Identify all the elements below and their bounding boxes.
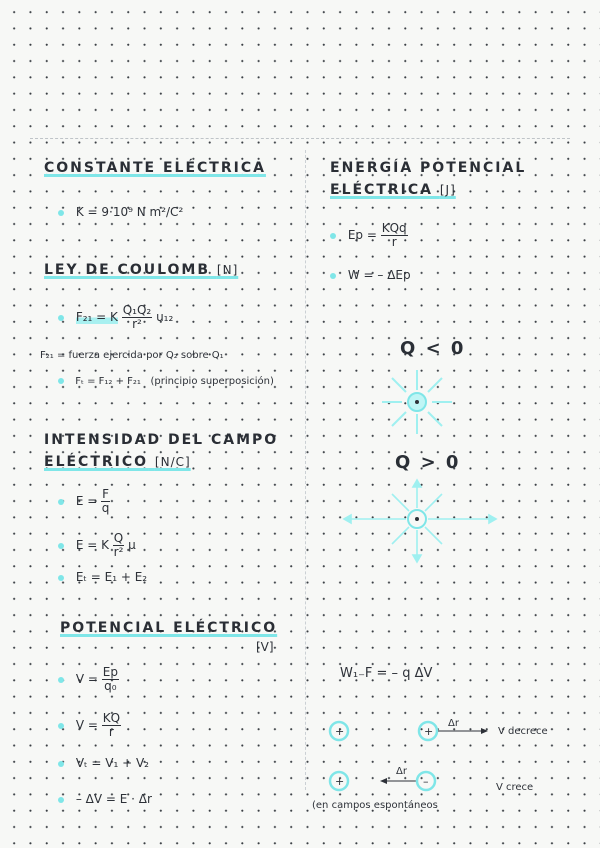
potencial-v2-fraction bbox=[102, 712, 121, 739]
campo-title-line2-text: ELÉCTRICO bbox=[44, 454, 149, 470]
campo-formula-1 bbox=[58, 488, 110, 515]
charges-crece-diagram bbox=[324, 766, 444, 796]
campo-e2-tail: μ bbox=[128, 538, 136, 552]
potencial-v1-den: q₀ bbox=[104, 679, 117, 693]
potencial-v2-lhs: V = bbox=[75, 718, 98, 732]
coulomb-title bbox=[44, 262, 238, 278]
row2-note: V crece bbox=[496, 782, 534, 793]
energia-unit: [J] bbox=[439, 183, 456, 197]
energia-ep-fraction bbox=[381, 222, 408, 249]
coulomb-f21-lhs: F₂₁ = K bbox=[75, 310, 118, 324]
campo-e2-den: r² bbox=[113, 545, 124, 559]
potencial-formula-4 bbox=[58, 792, 152, 806]
negative-charge-field-diagram bbox=[372, 362, 462, 442]
potencial-title: POTENCIAL ELÉCTRICO bbox=[60, 620, 278, 636]
campo-title-line1: INTENSIDAD DEL CAMPO bbox=[44, 432, 279, 448]
potencial-v4: – ΔV = E · Δr bbox=[75, 792, 152, 806]
row1-note: V decrece bbox=[498, 726, 548, 737]
campo-e2-num: Q bbox=[113, 531, 124, 545]
coulomb-f21-den: r² bbox=[132, 317, 142, 331]
row2-dr: Δr bbox=[396, 766, 407, 777]
potencial-formula-1 bbox=[58, 666, 119, 693]
potencial-unit: [V] bbox=[256, 640, 274, 654]
campo-e3: Eₜ = E₁ + E₂ bbox=[75, 570, 148, 584]
campo-e1-num: F bbox=[102, 487, 110, 501]
campo-formula-2 bbox=[58, 532, 136, 559]
coulomb-title-text: LEY DE COULOMB bbox=[44, 262, 211, 278]
energia-w: W = – ΔEp bbox=[347, 268, 411, 282]
negative-charge-label: Q < 0 bbox=[400, 338, 466, 359]
constante-formula-text: K = 9·10⁹ N m²/C² bbox=[75, 205, 184, 219]
energia-ep-lhs: Ep = bbox=[347, 228, 377, 242]
potencial-v1-fraction bbox=[102, 666, 119, 693]
potencial-v1-num: Ep bbox=[102, 665, 118, 679]
campo-e2-lhs: E = K bbox=[75, 538, 109, 552]
energia-ep-den: r bbox=[391, 235, 397, 249]
energia-ep-num: KQq bbox=[381, 221, 407, 235]
potencial-v3: Vₜ = V₁ + V₂ bbox=[75, 756, 149, 770]
constante-title: CONSTANTE ELÉCTRICA bbox=[44, 160, 266, 176]
svg-text:+: + bbox=[335, 775, 345, 788]
coulomb-superposition bbox=[58, 376, 274, 387]
potencial-formula-2 bbox=[58, 712, 121, 739]
coulomb-f21-num: Q₁Q₂ bbox=[122, 303, 152, 317]
svg-text:+: + bbox=[424, 725, 434, 738]
energia-title-line2 bbox=[330, 182, 456, 198]
coulomb-note: F₂₁ = fuerza ejercida por Q₂ sobre Q₁ bbox=[40, 350, 224, 361]
coulomb-f21-tail: u₁₂ bbox=[156, 310, 174, 324]
coulomb-ft: Fₜ = F₁₂ + F₂₁ bbox=[75, 376, 141, 387]
positive-charge-field-diagram bbox=[340, 478, 500, 568]
potencial-v2-num: KQ bbox=[102, 711, 121, 725]
energia-title-line1: ENERGÍA POTENCIAL bbox=[330, 160, 527, 176]
energia-formula-w bbox=[330, 268, 411, 282]
potencial-v1-lhs: V = bbox=[75, 672, 98, 686]
charges-decrece-diagram bbox=[324, 716, 494, 746]
campo-unit: [N/C] bbox=[154, 455, 191, 469]
constante-formula bbox=[58, 205, 183, 219]
campo-e1-lhs: E = bbox=[75, 494, 98, 508]
column-divider bbox=[305, 150, 306, 790]
energia-title-line2-text: ELÉCTRICA bbox=[330, 182, 433, 198]
campo-e1-den: q bbox=[101, 501, 110, 515]
campo-formula-3 bbox=[58, 570, 147, 584]
coulomb-fraction bbox=[122, 304, 153, 331]
positive-charge-label: Q > 0 bbox=[395, 452, 461, 473]
coulomb-formula bbox=[58, 304, 173, 331]
coulomb-unit: [N] bbox=[216, 263, 239, 277]
campo-title-line2 bbox=[44, 454, 191, 470]
potencial-v2-den: r bbox=[108, 725, 114, 739]
energia-formula-ep bbox=[330, 222, 408, 249]
row1-dr: Δr bbox=[448, 718, 459, 729]
svg-text:–: – bbox=[423, 775, 429, 788]
campo-e2-fraction bbox=[113, 532, 124, 559]
separator-top bbox=[30, 138, 570, 139]
campo-e1-fraction bbox=[101, 488, 110, 515]
svg-text:+: + bbox=[335, 725, 345, 738]
potencial-formula-3 bbox=[58, 756, 149, 770]
coulomb-ft-note: (principio superposición) bbox=[150, 376, 274, 387]
footer-note: (en campos espontáneos bbox=[312, 800, 438, 811]
work-formula: W₁₋F = – q ΔV bbox=[340, 666, 433, 681]
